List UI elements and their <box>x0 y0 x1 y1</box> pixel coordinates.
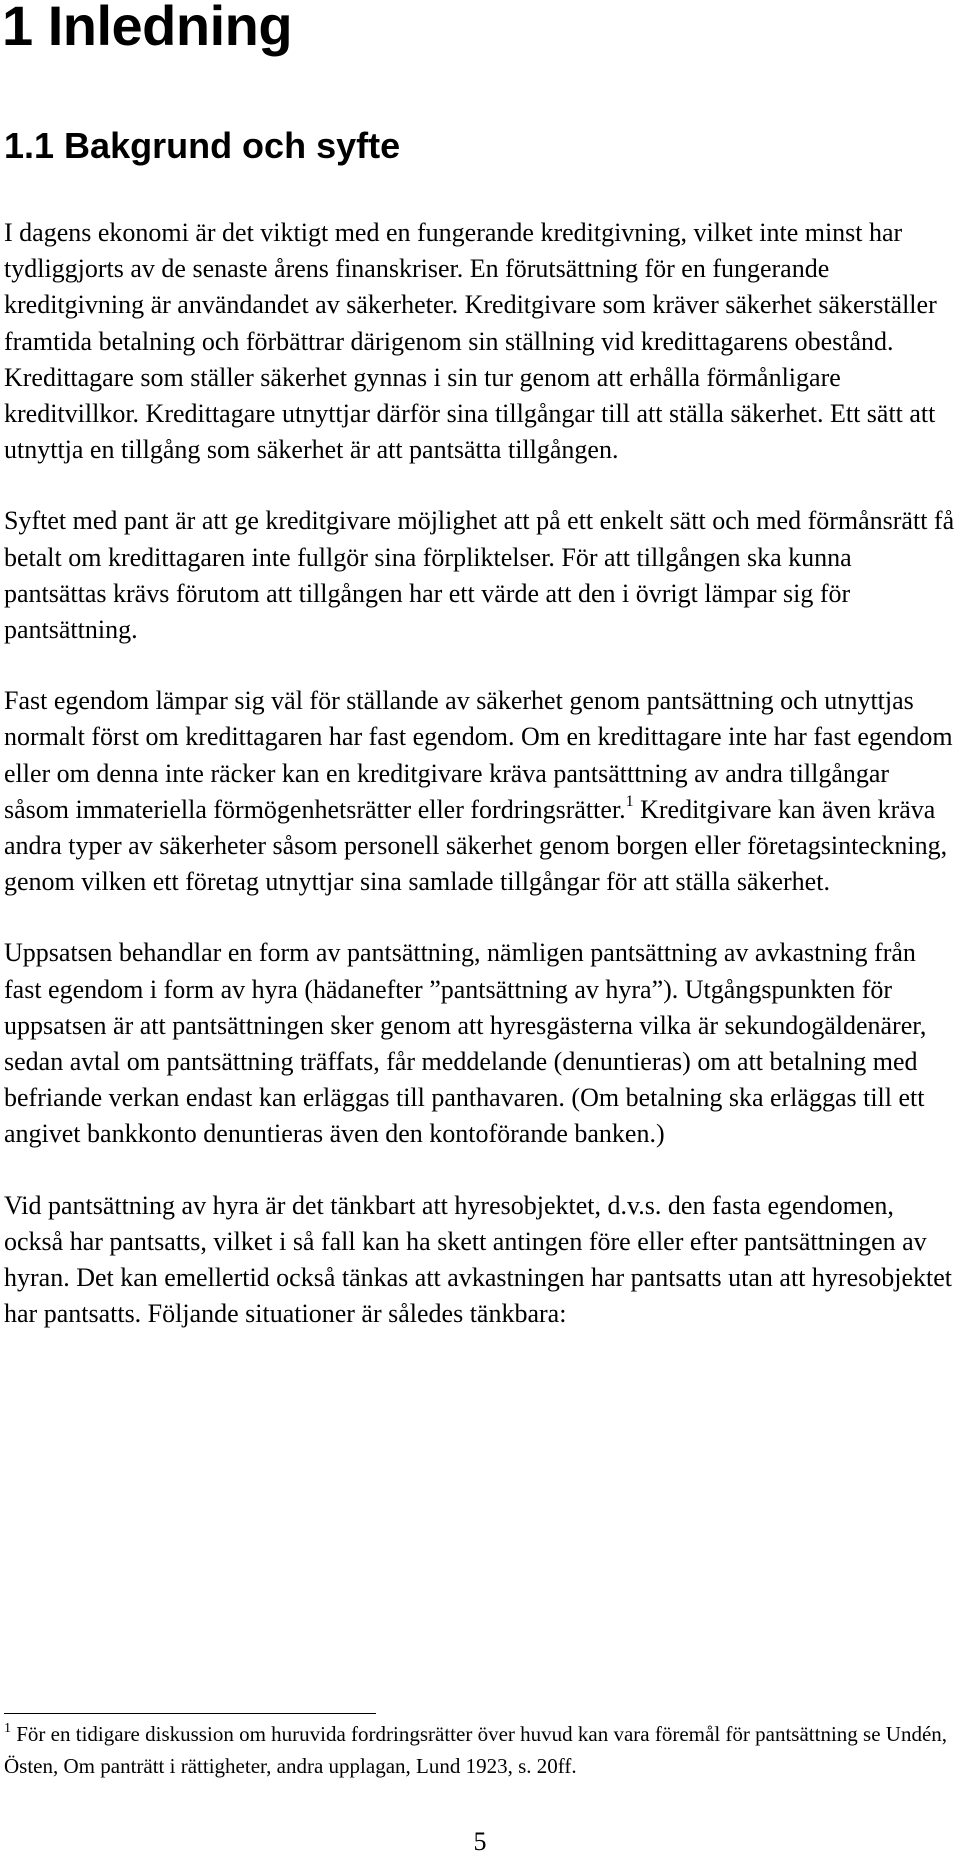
paragraph-1: I dagens ekonomi är det viktigt med en fungerande kreditgivning, vilket inte minst har tydliggjorts av de senaste årens finanskriser. En förutsättning för en fungerande kreditgivning är användandet av säkerheter. Kreditgivare som kräver säkerhet säkerställer framtida betalning och förbättrar därigenom sin ställning vid kredittagarens obestånd. Kredittagare som ställer säkerhet gynnas i sin tur genom att erhålla förmånligare kreditvillkor. Kredittagare utnyttjar därför sina tillgångar till att ställa säkerhet. Ett sätt att utnyttja en tillgång som säkerhet är att pantsätta tillgången. <box>4 218 937 465</box>
paragraph-4: Uppsatsen behandlar en form av pantsättning, nämligen pantsättning av avkastning från fast egendom i form av hyra (hädanefter ”pantsättning av hyra”). Utgångspunkten för uppsatsen är att pantsättningen sker genom att hyresgästerna vilka är sekundogäldenärer, sedan avtal om pantsättning träffats, får meddelande (denuntieras) om att betalning med befriande verkan endast kan erläggas till panthavaren. (Om betalning ska erläggas till ett angivet bankkonto denuntieras även den kontoförande banken.) <box>4 938 927 1149</box>
paragraph-3-part-2: Kreditgivare kan även kräva andra typer av säkerheter såsom personell säkerhet genom borgen eller företagsinteckning, genom vilken ett företag utnyttjar sina samlade tillgångar för att ställa säkerhet. <box>4 794 948 897</box>
paragraph-5: Vid pantsättning av hyra är det tänkbart att hyresobjektet, d.v.s. den fasta egendomen, också har pantsatts, vilket i så fall kan ha skett antingen före eller efter pantsättningen av hyran. Det kan emellertid också tänkas att avkastningen har pantsatts utan att hyresobjektet har pantsatts. Följande situationer är således tänkbara: <box>4 1190 952 1329</box>
paragraph-3-part-1: Fast egendom lämpar sig väl för ställande av säkerhet genom pantsättning och utnyttjas normalt först om kredittagaren har fast egendom. Om en kredittagare inte har fast egendom eller om denna inte räcker kan en kreditgivare kräva pantsätttning av andra tillgångar såsom immateriella förmögenhetsrätter eller fordringsrätter. <box>4 686 953 824</box>
page-number: 5 <box>473 1827 487 1856</box>
body-text <box>4 215 956 1367</box>
footnote-number: 1 <box>4 1721 11 1736</box>
footnote-text: För en tidigare diskussion om huruvida fordringsrätter över huvud kan vara föremål för pantsättning se Undén, Östen, Om panträtt i rättigheter, andra upplagan, Lund 1923, s. 20ff. <box>4 1722 948 1778</box>
section-heading: 1.1 Bakgrund och syfte <box>4 125 401 166</box>
paragraph-3 <box>4 683 956 900</box>
footnote-reference: 1 <box>625 792 634 810</box>
paragraph-2: Syftet med pant är att ge kreditgivare möjlighet att på ett enkelt sätt och med förmånsrätt få betalt om kredittagaren inte fullgör sina förpliktelser. För att tillgången ska kunna pantsättas krävs förutom att tillgången har ett värde att den i övrigt lämpar sig för pantsättning. <box>4 506 955 645</box>
chapter-heading: 1 Inledning <box>2 0 293 57</box>
footnote <box>4 1718 960 1782</box>
footnote-divider <box>4 1713 376 1714</box>
